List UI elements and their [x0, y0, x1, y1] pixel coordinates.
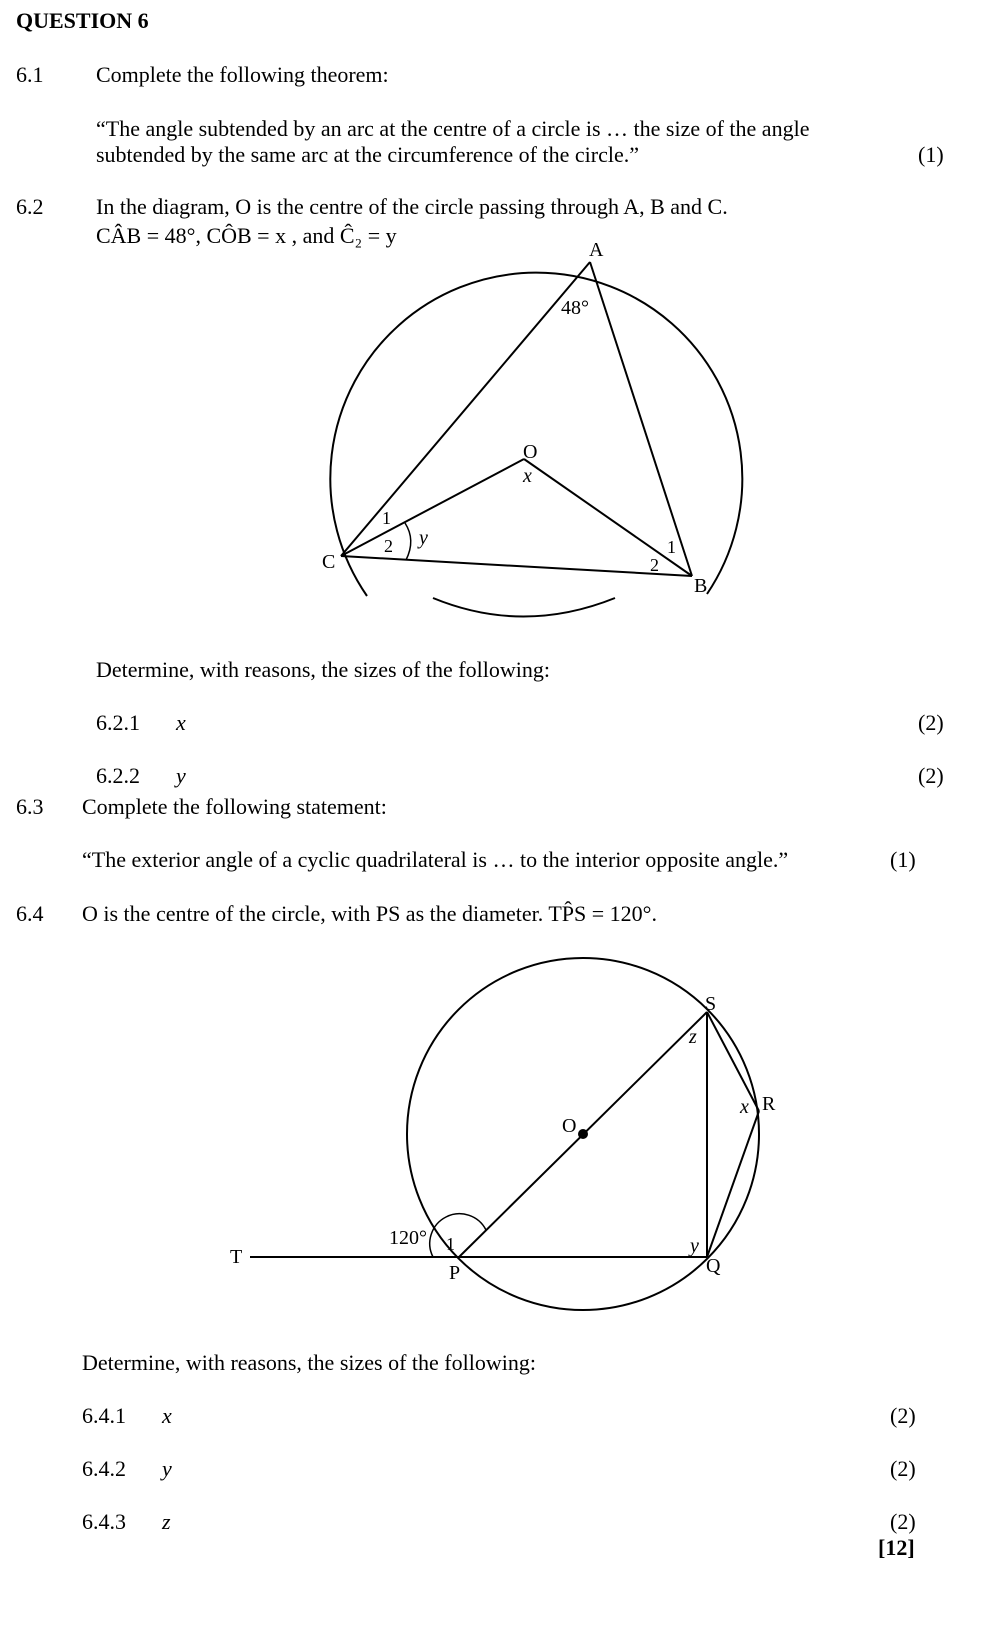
- angle-r-x: x: [740, 1096, 749, 1118]
- q642-marks: (2): [890, 1456, 916, 1481]
- line-ab: [590, 262, 692, 576]
- angle-arc-c2: [405, 523, 411, 560]
- label-c-2: 2: [384, 536, 393, 556]
- label-r: R: [762, 1093, 776, 1115]
- label-a: A: [589, 239, 604, 261]
- q641-var: x: [162, 1403, 172, 1428]
- q621-number: 6.2.1: [96, 710, 140, 735]
- label-p-1: 1: [446, 1234, 455, 1254]
- circle-abc-bottom-arc: [433, 598, 615, 617]
- label-o: O: [523, 441, 538, 463]
- label-q: Q: [706, 1255, 721, 1277]
- centre-dot-o: [578, 1129, 588, 1139]
- q63-instruction: Complete the following statement:: [82, 794, 387, 819]
- q61-quote-line2: subtended by the same arc at the circumference of the circle.”: [96, 142, 639, 167]
- label-c: C: [322, 551, 336, 573]
- q643-number: 6.4.3: [82, 1509, 126, 1534]
- q61-number: 6.1: [16, 62, 44, 87]
- q641-number: 6.4.1: [82, 1403, 126, 1428]
- q62-given: CÂB = 48°, CÔB = x , and Ĉ₂ = y: [96, 223, 397, 248]
- label-t: T: [230, 1246, 243, 1268]
- q63-number: 6.3: [16, 794, 44, 819]
- line-ac: [341, 262, 590, 556]
- q64-number: 6.4: [16, 901, 44, 926]
- angle-a-48: 48°: [561, 297, 589, 319]
- label-b-2: 2: [650, 555, 659, 575]
- q643-var: z: [162, 1509, 171, 1534]
- label-c-1: 1: [382, 508, 391, 528]
- q61-instruction: Complete the following theorem:: [96, 62, 389, 87]
- q622-number: 6.2.2: [96, 763, 140, 788]
- angle-tps-120: 120°: [389, 1227, 427, 1249]
- q622-marks: (2): [918, 763, 944, 788]
- label-b: B: [694, 575, 708, 597]
- q642-number: 6.4.2: [82, 1456, 126, 1481]
- total-marks: [12]: [878, 1535, 915, 1560]
- q62-intro: In the diagram, O is the centre of the circle passing through A, B and C.: [96, 194, 728, 219]
- angle-o-x: x: [523, 465, 532, 487]
- q642-var: y: [162, 1456, 172, 1481]
- q63-marks: (1): [890, 847, 916, 872]
- q61-marks: (1): [918, 142, 944, 167]
- q64-determine: Determine, with reasons, the sizes of the following:: [82, 1350, 536, 1375]
- angle-s-z: z: [689, 1026, 697, 1048]
- angle-c2-y: y: [419, 527, 428, 549]
- q62-determine: Determine, with reasons, the sizes of the following:: [96, 657, 550, 682]
- label-o-2: O: [562, 1115, 577, 1137]
- line-oc: [341, 459, 524, 556]
- q61-quote-line1: “The angle subtended by an arc at the centre of a circle is … the size of the angle: [96, 116, 810, 141]
- label-b-1: 1: [667, 537, 676, 557]
- q641-marks: (2): [890, 1403, 916, 1428]
- q62-number: 6.2: [16, 194, 44, 219]
- q622-var: y: [176, 763, 186, 788]
- line-ob: [524, 459, 692, 576]
- q643-marks: (2): [890, 1509, 916, 1534]
- question-title: QUESTION 6: [16, 8, 149, 33]
- q621-marks: (2): [918, 710, 944, 735]
- angle-q-y: y: [690, 1235, 699, 1257]
- label-p: P: [449, 1262, 461, 1284]
- line-cb: [341, 556, 692, 576]
- q63-quote: “The exterior angle of a cyclic quadrilateral is … to the interior opposite angle.”: [82, 847, 789, 872]
- label-s: S: [705, 993, 717, 1015]
- q621-var: x: [176, 710, 186, 735]
- line-sr: [707, 1012, 759, 1111]
- q64-intro: O is the centre of the circle, with PS as the diameter. TP̂S = 120°.: [82, 901, 657, 926]
